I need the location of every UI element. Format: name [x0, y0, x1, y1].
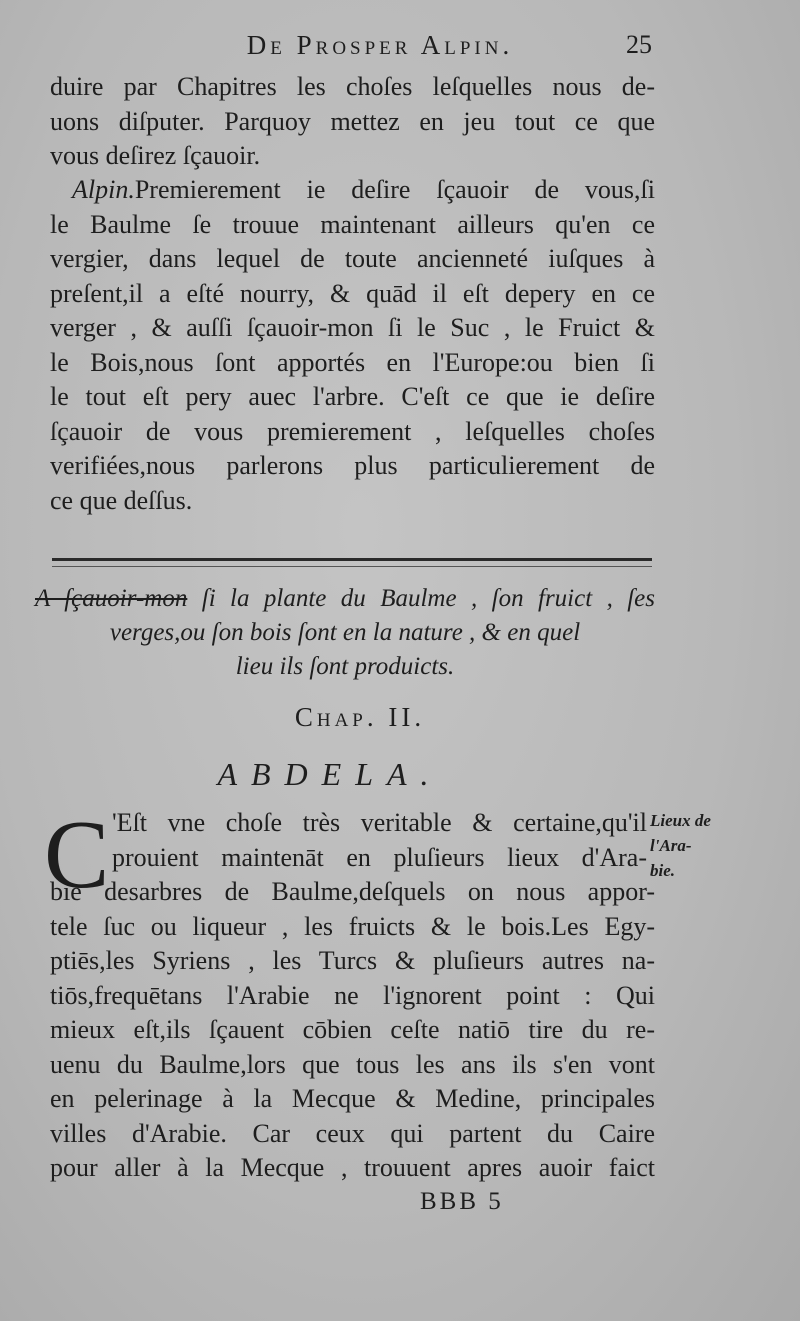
text-line: duire par Chapitres les choſes leſquelles nous de-	[50, 72, 655, 101]
text-line: ce que deſſus.	[50, 485, 193, 515]
page-number: 25	[626, 30, 652, 59]
margin-note-line: Lieux de	[650, 811, 711, 830]
chapter-summary	[35, 582, 655, 684]
text-line: prouient maintenāt en pluſieurs lieux d'Ara-	[112, 842, 647, 872]
text-line: le tout eſt pery auec l'arbre. C'eſt ce que ie deſire	[50, 382, 655, 411]
summary-line-rest: ſi la plante du Baulme , ſon fruict , ſes	[201, 585, 656, 612]
summary-line: verges,ou ſon bois ſont en la nature , & en quel	[109, 619, 581, 646]
text-line: verger , & auſſi ſçauoir-mon ſi le Suc , le Fruict &	[50, 313, 655, 342]
text-line: vergier, dans lequel de toute ancienneté iuſques à	[50, 244, 655, 273]
signature-mark: BBB 5	[420, 1188, 504, 1215]
struck-text: A ſçauoir-mon	[35, 585, 188, 612]
text-line: en pelerinage à la Mecque & Medine, principales	[50, 1084, 655, 1113]
speaker-name: Alpin.	[72, 175, 135, 204]
text-line: villes d'Arabie. Car ceux qui partent du Caire	[50, 1118, 655, 1148]
text-line: le Bois,nous ſont apportés en l'Europe:ou bien ſi	[50, 347, 655, 377]
margin-note-line: bie.	[650, 861, 676, 880]
text-line: tele ſuc ou liqueur , les fruicts & le bois.Les Egy-	[50, 911, 655, 941]
text-line: ptiēs,les Syriens , les Turcs & pluſieurs autres na-	[50, 946, 655, 975]
running-head: De Prosper Alpin.	[246, 30, 514, 60]
margin-note-line: l'Ara-	[650, 836, 692, 855]
text-line: verifiées,nous parlerons plus particulierement de	[50, 451, 655, 480]
text-line: vous deſirez ſçauoir.	[50, 141, 261, 170]
chapter-heading: Chap. II.	[294, 702, 426, 732]
text-line: preſent,il a eſté nourry, & quād il eſt depery en ce	[50, 278, 655, 308]
text-line: tiōs,frequētans l'Arabie ne l'ignorent point : Qui	[50, 980, 655, 1010]
margin-note	[650, 808, 750, 883]
drop-cap: C	[44, 801, 110, 909]
text-line: le Baulme ſe trouue maintenant ailleurs qu'en ce	[50, 209, 655, 239]
summary-line	[35, 582, 655, 616]
chapter-title: ABDELA.	[217, 756, 443, 792]
text-line: ſçauoir de vous premierement , leſquelles choſes	[50, 416, 655, 446]
body-opening	[112, 806, 647, 875]
summary-line: lieu ils ſont produicts.	[235, 653, 455, 680]
intro-paragraph	[50, 70, 655, 174]
speech-first-line: Premierement ie deſire ſçauoir de vous,ſi	[134, 175, 655, 204]
text-line: uenu du Baulme,lors que tous les ans ils s'en vont	[50, 1049, 655, 1079]
text-line	[50, 173, 655, 208]
section-rule-thin	[52, 566, 652, 567]
speech-paragraph	[50, 173, 655, 518]
body-paragraph	[50, 875, 655, 1186]
section-rule	[52, 558, 652, 561]
text-line: uons diſputer. Parquoy mettez en jeu tout ce que	[50, 106, 655, 136]
text-line: bie desarbres de Baulme,deſquels on nous appor-	[50, 877, 655, 906]
text-line: 'Eſt vne choſe très veritable & certaine,qu'il	[112, 808, 647, 837]
text-line: mieux eſt,ils ſçauent cōbien ceſte natiō tire du re-	[50, 1015, 655, 1044]
text-line: pour aller à la Mecque , trouuent apres auoir faict	[50, 1153, 655, 1182]
